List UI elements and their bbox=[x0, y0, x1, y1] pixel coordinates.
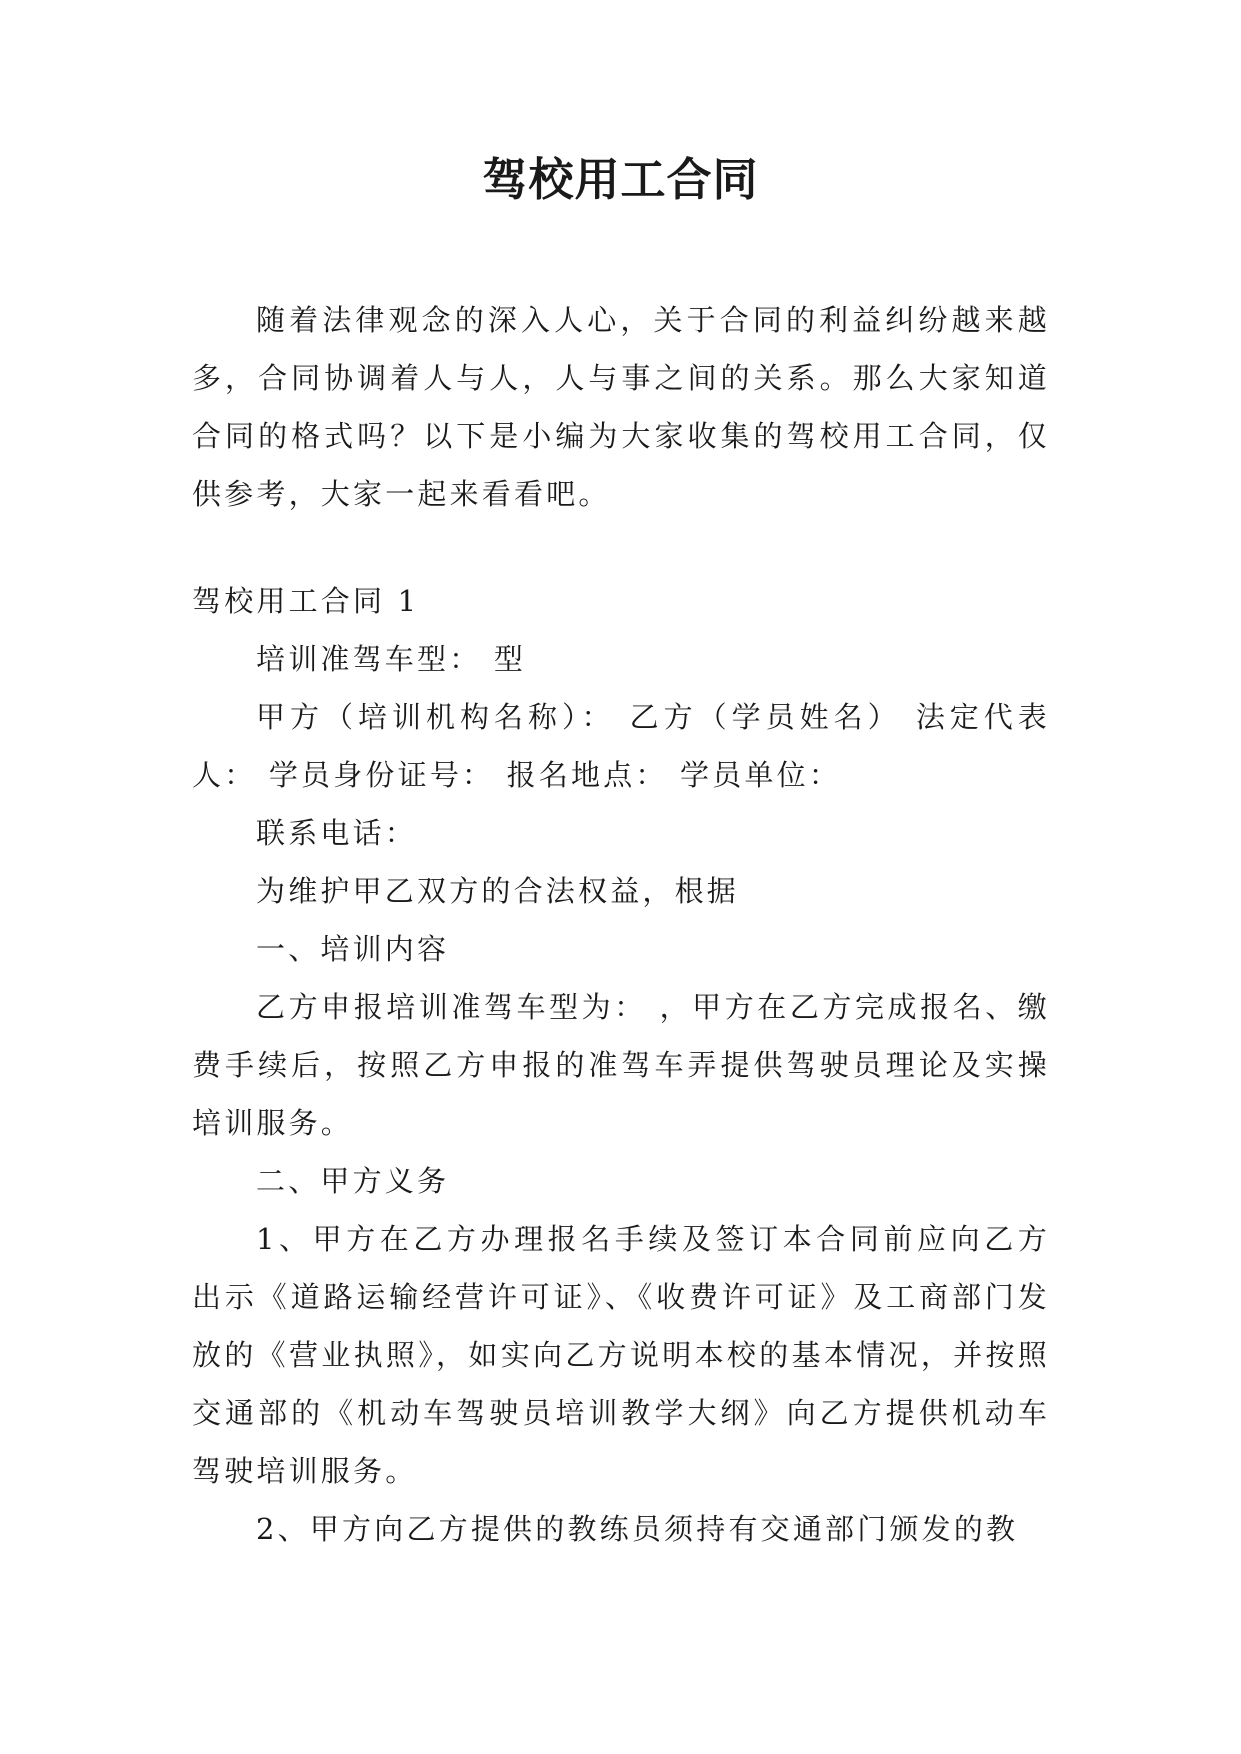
paragraph-vehicle-type: 培训准驾车型： 型 bbox=[256, 642, 527, 676]
section-heading: 驾校用工合同 1 bbox=[192, 584, 420, 618]
paragraph-parties: 甲方（培训机构名称）： 乙方（学员姓名） 法定代表人： 学员身份证号： 报名地点： 学员单位： bbox=[192, 700, 1050, 792]
paragraph-training-content: 乙方申报培训准驾车型为： ，甲方在乙方完成报名、缴费手续后，按照乙方申报的准驾车弄提供驾驶员理论及实操培训服务。 bbox=[192, 990, 1050, 1140]
paragraph-basis: 为维护甲乙双方的合法权益，根据 bbox=[256, 874, 740, 908]
contract-section bbox=[192, 572, 1050, 1558]
paragraph-obligation-2: 2、甲方向乙方提供的教练员须持有交通部门颁发的教 bbox=[256, 1512, 1019, 1546]
intro-paragraph: 随着法律观念的深入人心，关于合同的利益纠纷越来越多，合同协调着人与人，人与事之间的关系。那么大家知道合同的格式吗？以下是小编为大家收集的驾校用工合同，仅供参考，大家一起来看看吧。 bbox=[192, 303, 1050, 511]
paragraph-obligation-1: 1、甲方在乙方办理报名手续及签订本合同前应向乙方出示《道路运输经营许可证》、《收费许可证》及工商部门发放的《营业执照》，如实向乙方说明本校的基本情况，并按照交通部的《机动车驾驶员培训教学大纲》向乙方提供机动车驾驶培训服务。 bbox=[192, 1222, 1050, 1488]
document-title: 驾校用工合同 bbox=[482, 153, 759, 206]
heading-party-a-obligations: 二、甲方义务 bbox=[256, 1164, 450, 1198]
paragraph-phone: 联系电话： bbox=[256, 816, 418, 850]
heading-training-content: 一、培训内容 bbox=[256, 932, 450, 966]
